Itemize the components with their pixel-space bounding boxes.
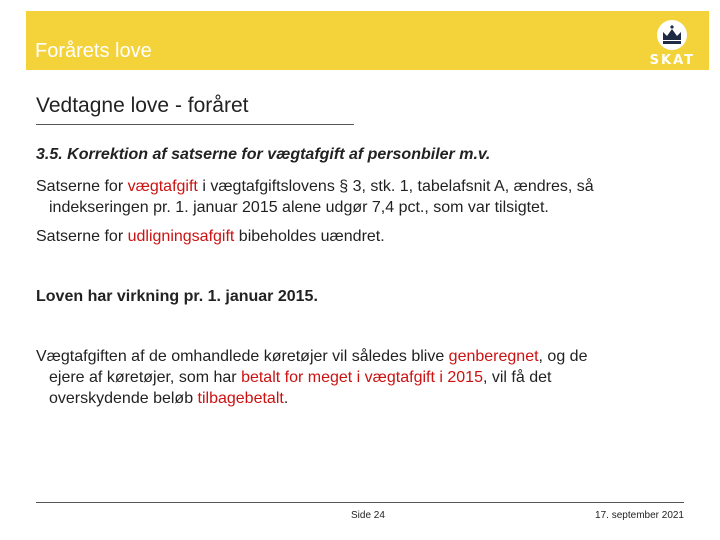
text-run: Vægtafgiften af de omhandlede køretøjer vil således blive <box>36 348 449 365</box>
highlight-term: udligningsafgift <box>127 228 235 245</box>
paragraph-refund <box>36 346 686 409</box>
subtitle-divider <box>36 124 354 125</box>
header-bar <box>26 11 709 70</box>
text-run: i vægtafgiftslovens § 3, stk. 1, tabelafsnit A, ændres, så <box>197 178 594 195</box>
paragraph-effective-date: Loven har virkning pr. 1. januar 2015. <box>36 288 318 305</box>
text-run: . <box>283 390 289 407</box>
page-subtitle: Vedtagne love - foråret <box>36 94 249 117</box>
paragraph-udligningsafgift <box>36 226 686 247</box>
text-run-indented <box>36 367 686 388</box>
footer-date: 17. september 2021 <box>595 510 684 521</box>
text-run-indented: indekseringen pr. 1. januar 2015 alene udgør 7,4 pct., som var tilsigtet. <box>49 199 549 216</box>
text-run: , og de <box>538 348 588 365</box>
highlight-term: genberegnet <box>448 348 539 365</box>
highlight-term: vægtafgift <box>127 178 198 195</box>
text-run: Satserne for <box>36 228 128 245</box>
logo-text: SKAT <box>649 53 695 68</box>
text-run: ejere af køretøjer, som har <box>49 369 242 386</box>
highlight-term: tilbagebetalt <box>197 390 284 407</box>
paragraph-vaegtafgift <box>36 176 686 218</box>
header-title: Forårets love <box>35 40 152 62</box>
footer-page-number: Side 24 <box>351 510 385 521</box>
footer-divider <box>36 502 684 503</box>
text-run-indented <box>36 388 686 409</box>
text-run: overskydende beløb <box>49 390 198 407</box>
crown-badge-icon <box>648 19 688 51</box>
skat-logo <box>615 19 695 67</box>
text-run: , vil få det <box>482 369 552 386</box>
highlight-term: betalt for meget i vægtafgift i 2015 <box>241 369 483 386</box>
text-run: bibeholdes uændret. <box>234 228 385 245</box>
section-heading: 3.5. Korrektion af satserne for vægtafgift af personbiler m.v. <box>36 146 491 163</box>
text-run: Satserne for <box>36 178 128 195</box>
